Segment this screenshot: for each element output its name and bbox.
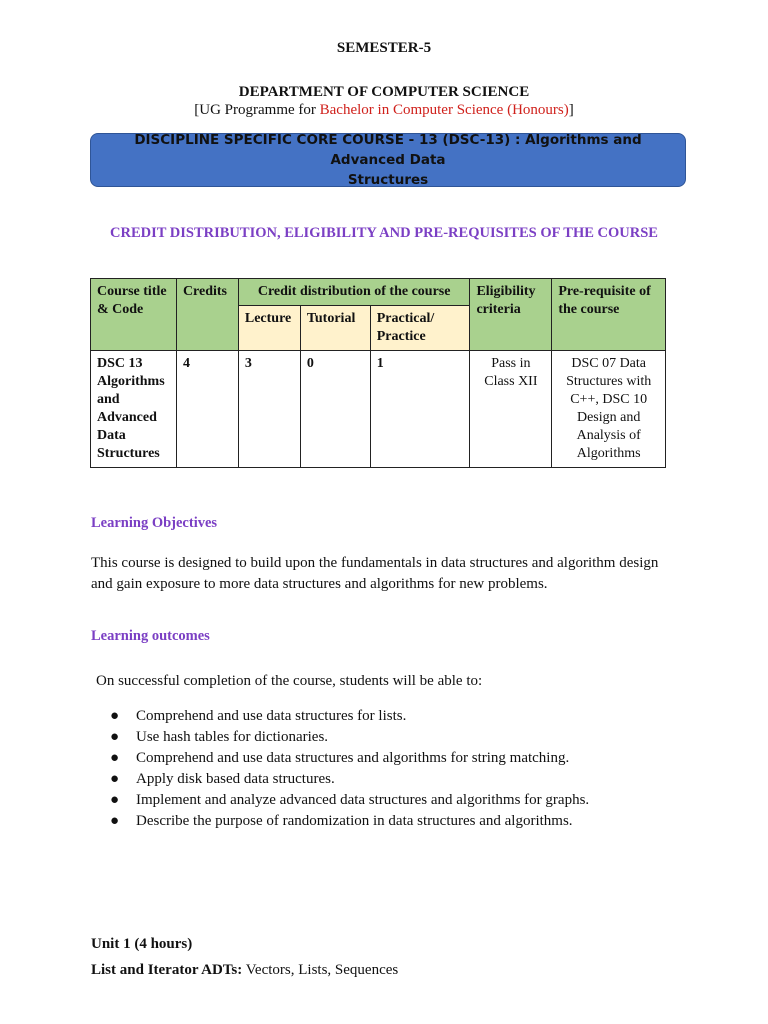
header-eligibility: Eligibility criteria [470,279,552,351]
cell-lecture: 3 [238,351,300,468]
list-item-text: Comprehend and use data structures for lists. [136,708,407,724]
programme-prefix: [UG Programme for [194,102,320,118]
banner-line-1: DISCIPLINE SPECIFIC CORE COURSE - 13 (DSC-13) : Algorithms and Advanced Data [134,132,642,168]
list-item [110,769,589,790]
table-header-row [91,279,666,306]
credit-distribution-heading: CREDIT DISTRIBUTION, ELIGIBILITY AND PRE-REQUISITES OF THE COURSE [110,225,658,241]
cell-eligibility: Pass in Class XII [470,351,552,468]
header-credits: Credits [176,279,238,351]
bullet-icon: ● [110,708,120,724]
header-course-title: Course title & Code [91,279,177,351]
semester-heading: SEMESTER-5 [336,40,432,56]
programme-suffix: ] [568,102,574,118]
list-item [110,727,589,748]
bullet-icon: ● [110,729,120,745]
header-credit-distribution: Credit distribution of the course [238,279,470,306]
learning-outcomes-list [110,706,589,832]
learning-objectives-title: Learning Objectives [91,515,218,531]
learning-objectives-text: This course is designed to build upon the fundamentals in data structures and algorithm design and gain exposure to more data structures and algorithms for new problems. [91,555,659,592]
learning-outcomes-title: Learning outcomes [91,628,210,644]
programme-name: Bachelor in Computer Science (Honours) [319,102,569,118]
header-tutorial: Tutorial [300,306,370,351]
list-item [110,811,589,832]
credit-distribution-table [90,278,666,468]
header-prerequisite: Pre-requisite of the course [552,279,666,351]
list-item [110,790,589,811]
list-item [110,748,589,769]
table-row [91,351,666,468]
programme-line [0,102,768,119]
bullet-icon: ● [110,771,120,787]
learning-outcomes-intro: On successful completion of the course, students will be able to: [96,673,483,689]
list-item-text: Describe the purpose of randomization in data structures and algorithms. [136,813,573,829]
header-lecture: Lecture [238,306,300,351]
cell-practical: 1 [370,351,470,468]
topic-label: List and Iterator ADTs: [91,962,243,978]
bullet-icon: ● [110,750,120,766]
bullet-icon: ● [110,813,120,829]
cell-tutorial: 0 [300,351,370,468]
list-item [110,706,589,727]
topic-text: Vectors, Lists, Sequences [242,962,399,978]
cell-credits: 4 [176,351,238,468]
list-item-text: Implement and analyze advanced data structures and algorithms for graphs. [136,792,590,808]
list-item-text: Use hash tables for dictionaries. [136,729,329,745]
bullet-icon: ● [110,792,120,808]
cell-prerequisite: DSC 07 Data Structures with C++, DSC 10 Design and Analysis of Algorithms [552,351,666,468]
banner-line-2: Structures [347,172,429,188]
department-heading: DEPARTMENT OF COMPUTER SCIENCE [238,84,530,100]
unit-1-title: Unit 1 (4 hours) [91,936,193,952]
header-practical: Practical/ Practice [370,306,470,351]
cell-course: DSC 13 Algorithms and Advanced Data Structures [91,351,177,468]
list-item-text: Apply disk based data structures. [136,771,335,787]
unit-1-topic [91,962,398,979]
list-item-text: Comprehend and use data structures and algorithms for string matching. [136,750,570,766]
course-title-banner [90,133,686,187]
